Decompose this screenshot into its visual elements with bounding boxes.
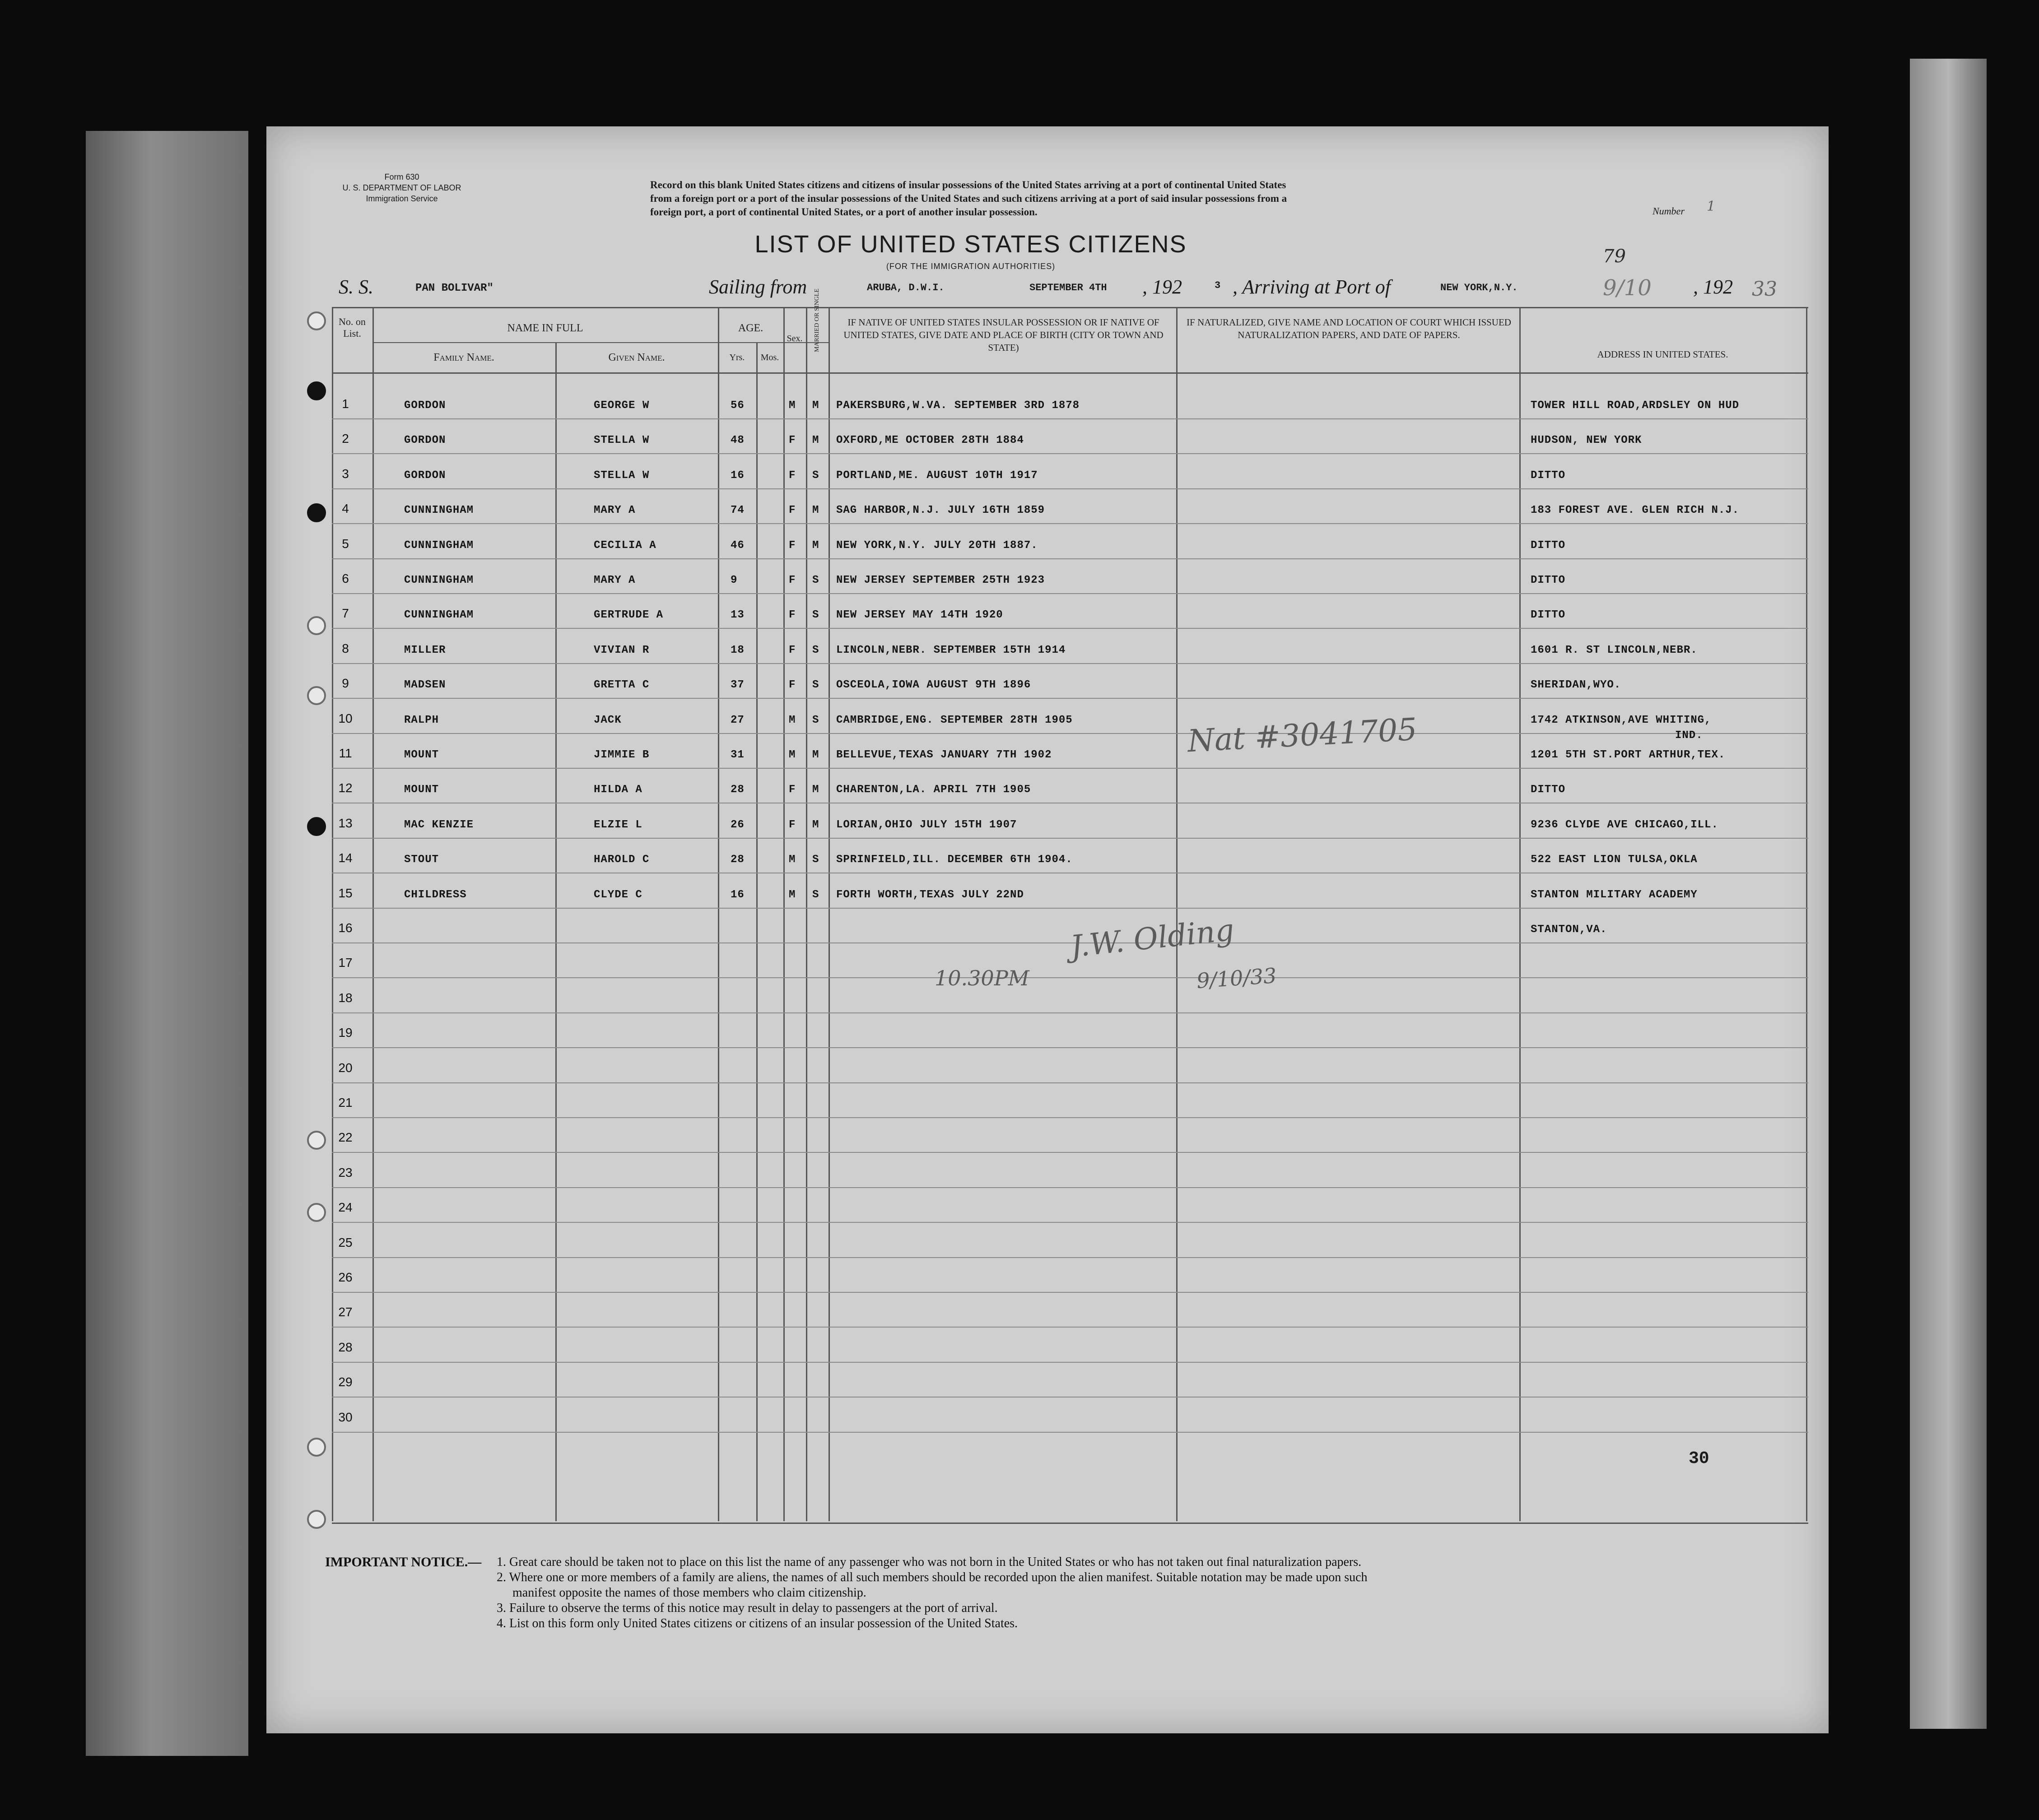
family-name-cell: MOUNT: [404, 749, 439, 761]
marital-status-cell: S: [812, 888, 819, 901]
family-name-cell: RALPH: [404, 714, 439, 726]
given-name-cell: VIVIAN R: [594, 644, 650, 656]
birth-cell: OXFORD,ME OCTOBER 28TH 1884: [836, 434, 1024, 447]
birth-cell: PAKERSBURG,W.VA. SEPTEMBER 3RD 1878: [836, 399, 1080, 412]
col-header-birth: IF NATIVE OF UNITED STATES INSULAR POSSESSION OR IF NATIVE OF UNITED STATES, GIVE DATE AND PLACE OF BIRTH (CITY OR TOWN AND STATE): [843, 317, 1164, 353]
row-number: 11: [339, 746, 352, 760]
col-header-mos: Mos.: [760, 353, 779, 362]
given-name-cell: ELZIE L: [594, 818, 642, 831]
sailing-date: SEPTEMBER 4TH: [1029, 282, 1107, 293]
binder-hole: [307, 503, 326, 522]
address-cell: DITTO: [1531, 469, 1566, 482]
row-rule: [332, 558, 1808, 559]
address-cell: 1201 5TH ST.PORT ARTHUR,TEX.: [1531, 749, 1726, 761]
given-name-cell: CECILIA A: [594, 539, 656, 552]
binder-hole: [307, 1131, 326, 1150]
col-header-age: AGE.: [738, 322, 763, 334]
row-rule: [332, 1117, 1808, 1118]
sex-cell: M: [789, 399, 796, 412]
birth-cell: LORIAN,OHIO JULY 15TH 1907: [836, 818, 1017, 831]
address-cell: 9236 CLYDE AVE CHICAGO,ILL.: [1531, 818, 1718, 831]
age-years-cell: 31: [731, 749, 745, 761]
header-bottom-rule: [332, 372, 1808, 374]
binder-hole: [307, 381, 326, 400]
row-rule: [332, 1362, 1808, 1363]
row-rule: [332, 733, 1808, 734]
sex-cell: F: [789, 504, 796, 517]
arriving-label: , Arriving at Port of: [1233, 276, 1391, 298]
birth-cell: CHARENTON,LA. APRIL 7TH 1905: [836, 784, 1031, 796]
row-rule: [332, 977, 1808, 978]
row-number: 17: [338, 956, 353, 970]
row-number: 30: [338, 1410, 353, 1424]
marital-status-cell: S: [812, 644, 819, 656]
family-name-cell: CUNNINGHAM: [404, 609, 474, 622]
marital-status-cell: M: [812, 399, 819, 412]
birth-cell: NEW JERSEY MAY 14TH 1920: [836, 609, 1003, 622]
address-cell: TOWER HILL ROAD,ARDSLEY ON HUD: [1531, 399, 1740, 412]
age-years-cell: 37: [731, 679, 745, 692]
notice-item-2: 2. Where one or more members of a family are aliens, the names of all such members should be recorded upon the alien manifest. Suitable notation may be made upon such: [497, 1570, 1368, 1584]
sex-cell: F: [789, 818, 796, 831]
col-rule: [555, 343, 557, 1521]
number-label: Number: [1653, 205, 1685, 217]
row-number: 21: [338, 1096, 353, 1110]
sex-cell: F: [789, 679, 796, 692]
sex-cell: F: [789, 784, 796, 796]
address-cell-continued: IND.: [1675, 729, 1703, 742]
age-years-cell: 46: [731, 539, 745, 552]
address-cell: STANTON,VA.: [1531, 924, 1607, 936]
birth-cell: CAMBRIDGE,ENG. SEPTEMBER 28TH 1905: [836, 714, 1073, 726]
col-header-family-name: Family Name.: [433, 352, 494, 363]
row-number: 13: [338, 816, 353, 830]
birth-cell: FORTH WORTH,TEXAS JULY 22ND: [836, 888, 1024, 901]
row-number: 6: [342, 571, 349, 585]
birth-cell: OSCEOLA,IOWA AUGUST 9TH 1896: [836, 679, 1031, 692]
address-cell: 1601 R. ST LINCOLN,NEBR.: [1531, 644, 1698, 656]
col-header-naturalized: IF NATURALIZED, GIVE NAME AND LOCATION OF COURT WHICH ISSUED NATURALIZATION PAPERS, AND DATE OF PAPERS.: [1187, 317, 1511, 340]
given-name-cell: STELLA W: [594, 469, 650, 482]
given-name-cell: JIMMIE B: [594, 749, 650, 761]
row-rule: [332, 1257, 1808, 1258]
given-name-cell: MARY A: [594, 574, 636, 586]
birth-cell: BELLEVUE,TEXAS JANUARY 7TH 1902: [836, 749, 1052, 761]
row-number: 20: [338, 1060, 353, 1075]
sex-cell: F: [789, 539, 796, 552]
marital-status-cell: S: [812, 714, 819, 726]
given-name-cell: HAROLD C: [594, 854, 650, 866]
age-years-cell: 18: [731, 644, 745, 656]
birth-cell: PORTLAND,ME. AUGUST 10TH 1917: [836, 469, 1038, 482]
row-rule: [332, 1432, 1808, 1433]
year-suffix-1: 3: [1215, 280, 1221, 291]
birth-cell: LINCOLN,NEBR. SEPTEMBER 15TH 1914: [836, 644, 1066, 656]
instructions-line-3: foreign port, a port of continental United States, or a port of another insular possession.: [650, 206, 1038, 218]
row-rule: [332, 1397, 1808, 1398]
form-header: [321, 172, 483, 204]
marital-status-cell: S: [812, 609, 819, 622]
row-number: 7: [342, 606, 349, 621]
handwritten-time: 10.30PM: [935, 966, 1029, 990]
instructions: [650, 178, 1806, 219]
row-number: 15: [338, 886, 353, 900]
row-rule: [332, 1012, 1808, 1013]
row-number: 29: [338, 1375, 353, 1389]
ss-label: S. S.: [339, 276, 373, 298]
address-cell: DITTO: [1531, 539, 1566, 552]
family-name-cell: MADSEN: [404, 679, 446, 692]
row-rule: [332, 488, 1808, 489]
row-number: 23: [338, 1165, 353, 1179]
given-name-cell: JACK: [594, 714, 622, 726]
row-number: 10: [338, 711, 353, 725]
row-rule: [332, 838, 1808, 839]
sex-cell: F: [789, 469, 796, 482]
sex-cell: F: [789, 434, 796, 447]
marital-status-cell: S: [812, 679, 819, 692]
row-number: 12: [338, 781, 353, 795]
address-cell: DITTO: [1531, 609, 1566, 622]
age-years-cell: 48: [731, 434, 745, 447]
address-cell: 183 FOREST AVE. GLEN RICH N.J.: [1531, 504, 1740, 517]
notice-item-3: 3. Failure to observe the terms of this notice may result in delay to passengers at the port of arrival.: [497, 1601, 998, 1615]
sex-cell: F: [789, 609, 796, 622]
birth-cell: NEW JERSEY SEPTEMBER 25TH 1923: [836, 574, 1045, 586]
address-cell: HUDSON, NEW YORK: [1531, 434, 1642, 447]
year-prefix-2: , 192: [1693, 276, 1733, 298]
age-years-cell: 26: [731, 818, 745, 831]
row-rule: [332, 908, 1808, 909]
sex-cell: F: [789, 644, 796, 656]
row-number: 22: [338, 1130, 353, 1145]
col-header-married-or-single: MARRIED OR SINGLE: [814, 288, 820, 352]
row-number: 25: [338, 1235, 353, 1249]
family-name-cell: GORDON: [404, 469, 446, 482]
instructions-line-2: from a foreign port or a port of the insular possessions of the United States and such citizens arriving at a port of said insular possessions from a: [650, 193, 1287, 204]
year-prefix-1: , 192: [1142, 276, 1182, 298]
marital-status-cell: S: [812, 854, 819, 866]
given-name-cell: HILDA A: [594, 784, 642, 796]
address-cell: 522 EAST LION TULSA,OKLA: [1531, 854, 1698, 866]
year-suffix-2: 33: [1752, 278, 1777, 301]
given-name-cell: GRETTA C: [594, 679, 650, 692]
right-binding-strip: [1910, 59, 1987, 1729]
col-rule: [756, 343, 758, 1521]
family-name-cell: CUNNINGHAM: [404, 574, 474, 586]
row-rule: [332, 768, 1808, 769]
given-name-cell: GERTRUDE A: [594, 609, 664, 622]
row-number: 8: [342, 641, 349, 655]
sex-cell: F: [789, 574, 796, 586]
age-years-cell: 27: [731, 714, 745, 726]
row-rule: [332, 698, 1808, 699]
marital-status-cell: M: [812, 818, 819, 831]
age-years-cell: 28: [731, 784, 745, 796]
family-name-cell: MOUNT: [404, 784, 439, 796]
col-header-sex: Sex.: [787, 334, 803, 344]
binder-hole: [307, 1438, 326, 1457]
row-number: 18: [338, 990, 353, 1005]
ship-name: PAN BOLIVAR": [415, 282, 493, 294]
marital-status-cell: M: [812, 784, 819, 796]
binder-hole: [307, 686, 326, 705]
address-cell: DITTO: [1531, 574, 1566, 586]
row-number: 16: [338, 921, 353, 935]
row-number: 14: [338, 851, 353, 865]
service-name: Immigration Service: [366, 194, 438, 203]
sheet-number: 79: [1603, 246, 1626, 267]
notice-item-1: 1. Great care should be taken not to place on this list the name of any passenger who was not born in the United States or who has not taken out final naturalization papers.: [497, 1555, 1362, 1569]
age-years-cell: 13: [731, 609, 745, 622]
marital-status-cell: M: [812, 434, 819, 447]
row-rule: [332, 593, 1808, 594]
sex-cell: M: [789, 854, 796, 866]
birth-cell: NEW YORK,N.Y. JULY 20TH 1887.: [836, 539, 1038, 552]
row-rule: [332, 1327, 1808, 1328]
address-cell: 1742 ATKINSON,AVE WHITING,: [1531, 714, 1712, 726]
binder-hole: [307, 616, 326, 635]
binder-hole: [307, 1510, 326, 1529]
marital-status-cell: M: [812, 539, 819, 552]
family-name-cell: GORDON: [404, 399, 446, 412]
total-count: 30: [1689, 1449, 1709, 1468]
age-years-cell: 9: [731, 574, 738, 586]
age-years-cell: 74: [731, 504, 745, 517]
row-rule: [332, 1082, 1808, 1083]
port-from: ARUBA, D.W.I.: [867, 282, 945, 293]
handwritten-date: 9/10/33: [1196, 963, 1278, 994]
marital-status-cell: M: [812, 749, 819, 761]
given-name-cell: CLYDE C: [594, 888, 642, 901]
row-number: 19: [338, 1026, 353, 1040]
col-header-yrs: Yrs.: [729, 353, 745, 362]
row-number: 28: [338, 1340, 353, 1354]
row-number: 2: [342, 432, 349, 446]
form-number: Form 630: [384, 172, 419, 181]
family-name-cell: CUNNINGHAM: [404, 504, 474, 517]
address-cell: STANTON MILITARY ACADEMY: [1531, 888, 1698, 901]
family-name-cell: GORDON: [404, 434, 446, 447]
family-name-cell: MILLER: [404, 644, 446, 656]
row-number: 27: [338, 1305, 353, 1319]
binder-hole: [307, 311, 326, 330]
family-name-cell: MAC KENZIE: [404, 818, 474, 831]
birth-cell: SPRINFIELD,ILL. DECEMBER 6TH 1904.: [836, 854, 1073, 866]
family-name-cell: CHILDRESS: [404, 888, 467, 901]
family-name-cell: CUNNINGHAM: [404, 539, 474, 552]
row-rule: [332, 628, 1808, 629]
marital-status-cell: S: [812, 574, 819, 586]
row-number: 3: [342, 466, 349, 481]
page-subtitle: (FOR THE IMMIGRATION AUTHORITIES): [886, 262, 1056, 271]
given-name-cell: STELLA W: [594, 434, 650, 447]
port-to: NEW YORK,N.Y.: [1440, 282, 1518, 293]
row-number: 5: [342, 536, 349, 551]
row-number: 9: [342, 676, 349, 691]
sex-cell: M: [789, 714, 796, 726]
row-rule: [332, 1222, 1808, 1223]
row-number: 4: [342, 501, 349, 516]
row-number: 26: [338, 1270, 353, 1284]
row-number: 24: [338, 1200, 353, 1215]
col-header-name-in-full: NAME IN FULL: [507, 322, 583, 334]
instructions-line-1: Record on this blank United States citizens and citizens of insular possessions of the United States arriving at a port of continental United States: [650, 179, 1286, 190]
binder-hole: [307, 1203, 326, 1222]
family-name-cell: STOUT: [404, 854, 439, 866]
page-title: LIST OF UNITED STATES CITIZENS: [754, 231, 1187, 258]
given-name-cell: MARY A: [594, 504, 636, 517]
header-subrule: [372, 342, 829, 343]
number-value: 1: [1707, 199, 1716, 214]
row-rule: [332, 1187, 1808, 1188]
notice-item-2-cont: manifest opposite the names of those members who claim citizenship.: [512, 1586, 866, 1600]
notice-label: IMPORTANT NOTICE.—: [325, 1555, 482, 1569]
col-header-no: No. on List.: [339, 316, 366, 339]
row-rule: [332, 453, 1808, 454]
age-years-cell: 16: [731, 888, 745, 901]
row-rule: [332, 1152, 1808, 1153]
sex-cell: M: [789, 888, 796, 901]
address-cell: DITTO: [1531, 784, 1566, 796]
marital-status-cell: S: [812, 469, 819, 482]
row-rule: [332, 663, 1808, 664]
row-rule: [332, 418, 1808, 419]
binder-hole: [307, 817, 326, 836]
age-years-cell: 16: [731, 469, 745, 482]
naturalization-note: Nat #3041705: [1187, 711, 1418, 760]
arrival-date-handwritten: 9/10: [1603, 275, 1652, 301]
age-years-cell: 56: [731, 399, 745, 412]
given-name-cell: GEORGE W: [594, 399, 650, 412]
row-number: 1: [342, 397, 349, 411]
sex-cell: M: [789, 749, 796, 761]
marital-status-cell: M: [812, 504, 819, 517]
row-rule: [332, 523, 1808, 524]
birth-cell: SAG HARBOR,N.J. JULY 16TH 1859: [836, 504, 1045, 517]
col-header-address: ADDRESS IN UNITED STATES.: [1597, 349, 1728, 360]
address-cell: SHERIDAN,WYO.: [1531, 679, 1621, 692]
row-rule: [332, 1047, 1808, 1048]
department-name: U. S. DEPARTMENT OF LABOR: [342, 183, 461, 192]
left-binding-strip: [86, 131, 248, 1756]
inspector-signature: J.W. Olding: [1068, 912, 1236, 964]
notice-item-4: 4. List on this form only United States citizens or citizens of an insular possession of the United States.: [497, 1616, 1018, 1630]
col-header-given-name: Given Name.: [608, 352, 665, 363]
age-years-cell: 28: [731, 854, 745, 866]
manifest-sheet: [266, 126, 1829, 1733]
sailing-from-label: Sailing from: [709, 276, 807, 298]
row-rule: [332, 1292, 1808, 1293]
